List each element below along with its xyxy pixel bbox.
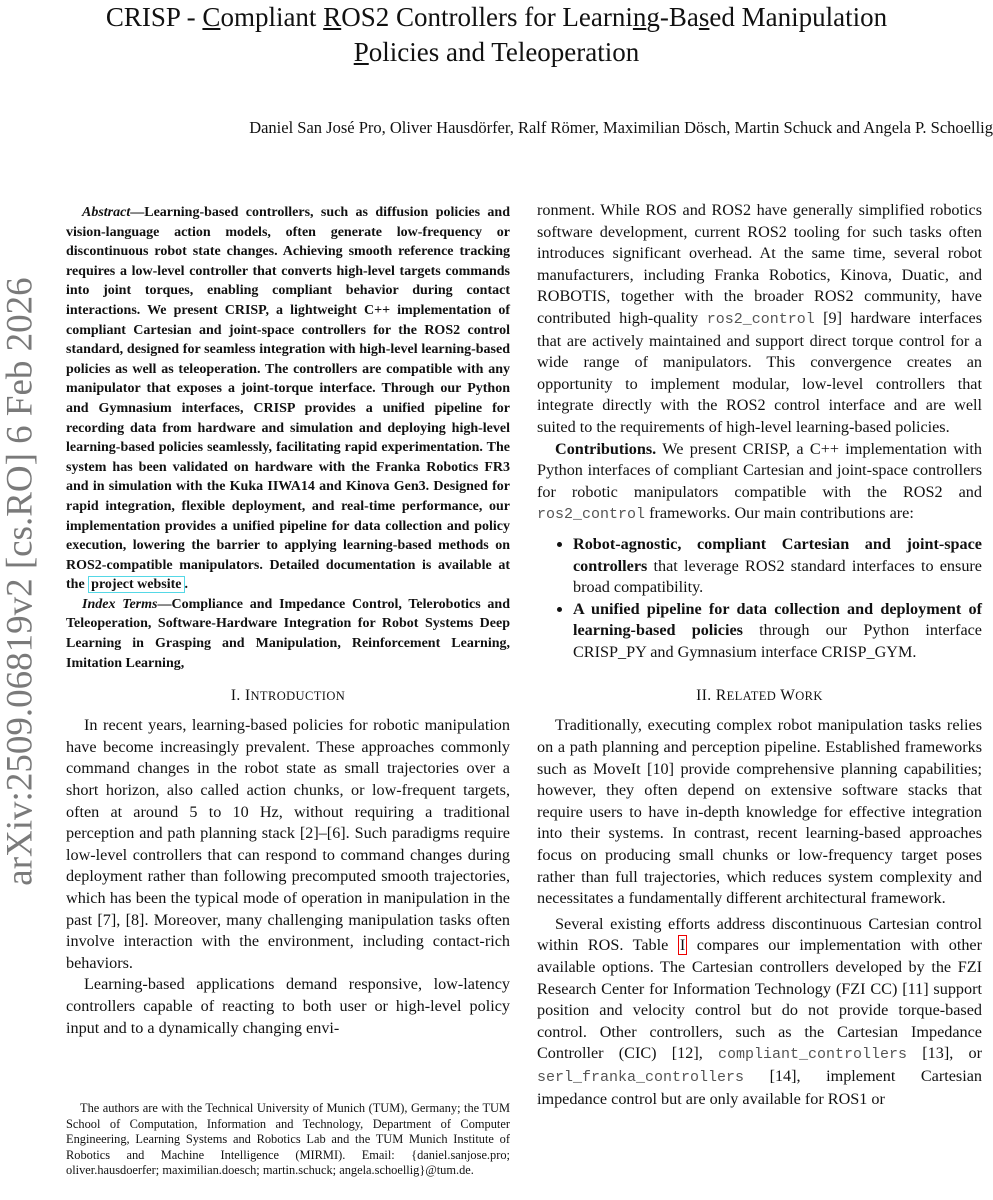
project-website-link[interactable]: project website [88,576,184,593]
intro-paragraph-continued: ronment. While ROS and ROS2 have generally simplified robotics software development, current ROS2 tooling for such tasks often introduces significant overhead. At the same time, several robot manufacturers, including Franka Robotics, Kinova, Duatic, and ROBOTIS, together with the broader ROS2 community, have contributed high-quality ros2_control [9] hardware interfaces that are actively maintained and support direct torque control for a wide range of manipulators. This convergence creates an opportunity to implement modular, low-level controllers that integrate directly with the ROS2 control interface and are well suited to the requirements of high-level learning-based policies. [537,201,982,436]
intro-paragraph-1: In recent years, learning-based policies for robotic manipulation have become increasingly prevalent. These approaches commonly command changes in the robot state as small trajectories over a short horizon, also called action chunks, or low-frequent targets, often at around 5 to 10 Hz, without requiring a traditional perception and path planning stack [2]–[6]. Such paradigms require low-level controllers that can respond to command changes during deployment rather than following precomputed smooth trajectories, which has been the typical mode of operation in manipulation in the past [7], [8]. Moreover, many challenging manipulation tasks often involve interaction with the environment, including contact-rich behaviors. [66,716,510,972]
arxiv-identifier: arXiv:2509.06819v2 [cs.RO] 6 Feb 2026 [0,277,41,886]
left-column [66,203,510,1039]
table-reference-link[interactable]: I [679,936,686,955]
related-work-paragraph-1: Traditionally, executing complex robot manipulation tasks relies on a path planning and perception pipeline. Established frameworks such as MoveIt [10] provide comprehensive planning capabilities; however, they often depend on extensive software stacks that require users to have in-depth knowledge for effective integration into their systems. In contrast, recent learning-based approaches focus on producing small chunks or low-frequency target poses rather than full trajectories, which reduces system complexity and necessitates a fundamentally different architectural framework. [537,716,982,908]
title-line-2: Policies and Teleoperation [353,37,640,67]
author-list: Daniel San José Pro, Oliver Hausdörfer, Ralf Römer, Maximilian Dösch, Martin Schuck and Angela P. Schoellig [249,118,993,137]
list-item: • Robot-agnostic, compliant Cartesian and joint-space controllers that leverage ROS2 standard interfaces to ensure broad compatibility. [573,534,982,599]
contributions-list [537,534,982,664]
right-column [537,200,982,1110]
abstract: Abstract—Learning-based controllers, such as diffusion policies and vision-language action models, often generate low-frequency or discontinuous robot state changes. Achieving smooth reference tracking requires a low-level controller that converts high-level targets commands into joint torques, enabling compliant behavior during contact interactions. We present CRISP, a lightweight C++ implementation of compliant Cartesian and joint-space controllers for the ROS2 control standard, designed for seamless integration with high-level learning-based policies as well as teleoperation. The controllers are compatible with any manipulator that exposes a joint-torque interface. Through our Python and Gymnasium interfaces, CRISP provides a unified pipeline for recording data from hardware and simulation and deploying high-level learning-based policies seamlessly, facilitating rapid experimentation. The system has been validated on hardware with the Franka Robotics FR3 and in simulation with the Kuka IIWA14 and Kinova Gen3. Designed for rapid integration, flexible deployment, and real-time performance, our implementation provides a unified pipeline for data collection and policy execution, lowering the barrier to applying learning-based methods on ROS2-compatible manipulators. Detailed documentation is available at the project website . [66,205,510,593]
author-affiliation-footnote: The authors are with the Technical University of Munich (TUM), Germany; the TUM School of Computation, Information and Technology, Department of Computer Engineering, Learning Systems and Robotics Lab and the TUM Munich Institute of Robotics and Machine Intelligence (MIRMI). Email: {daniel.sanjose.pro; oliver.hausdoerfer; maximilian.doesch; martin.schuck; angela.schoellig}@tum.de. [66,1101,510,1178]
contributions-paragraph: Contributions. We present CRISP, a C++ implementation with Python interfaces of compliant Cartesian and joint-space controllers for robotic manipulators compatible with the ROS2 and ros2_control frameworks. Our main contributions are: [537,439,982,524]
section-heading-related-work: II. RELATED WORK [696,687,823,705]
intro-paragraph-2: Learning-based applications demand responsive, low-latency controllers capable of reacting to both user or high-level policy input and to a dynamically changing envi- [66,975,510,1037]
list-item: • A unified pipeline for data collection and deployment of learning-based policies through our Python interface CRISP_PY and Gymnasium interface CRISP_GYM. [573,599,982,664]
title-line-1: CRISP - Compliant ROS2 Controllers for Learning-Based Manipulation [105,2,888,32]
related-work-paragraph-2: Several existing efforts address discontinuous Cartesian control within ROS. Table I compares our implementation with other available options. The Cartesian controllers developed by the FZI Research Center for Information Technology (FZI CC) [11] support position and velocity control but do not provide torque-based control. Other controllers, such as the Cartesian Impedance Controller (CIC) [12], compliant_controllers [13], or serl_franka_controllers [14], implement Cartesian impedance control but are only available for ROS1 or [537,914,983,1108]
index-terms: Index Terms—Compliance and Impedance Control, Telerobotics and Teleoperation, Software-Hardware Integration for Robot Systems Deep Learning in Grasping and Manipulation, Reinforcement Learning, Imitation Learning, [66,596,510,671]
paper-title [40,0,953,70]
section-heading-introduction: I. INTRODUCTION [230,687,346,705]
